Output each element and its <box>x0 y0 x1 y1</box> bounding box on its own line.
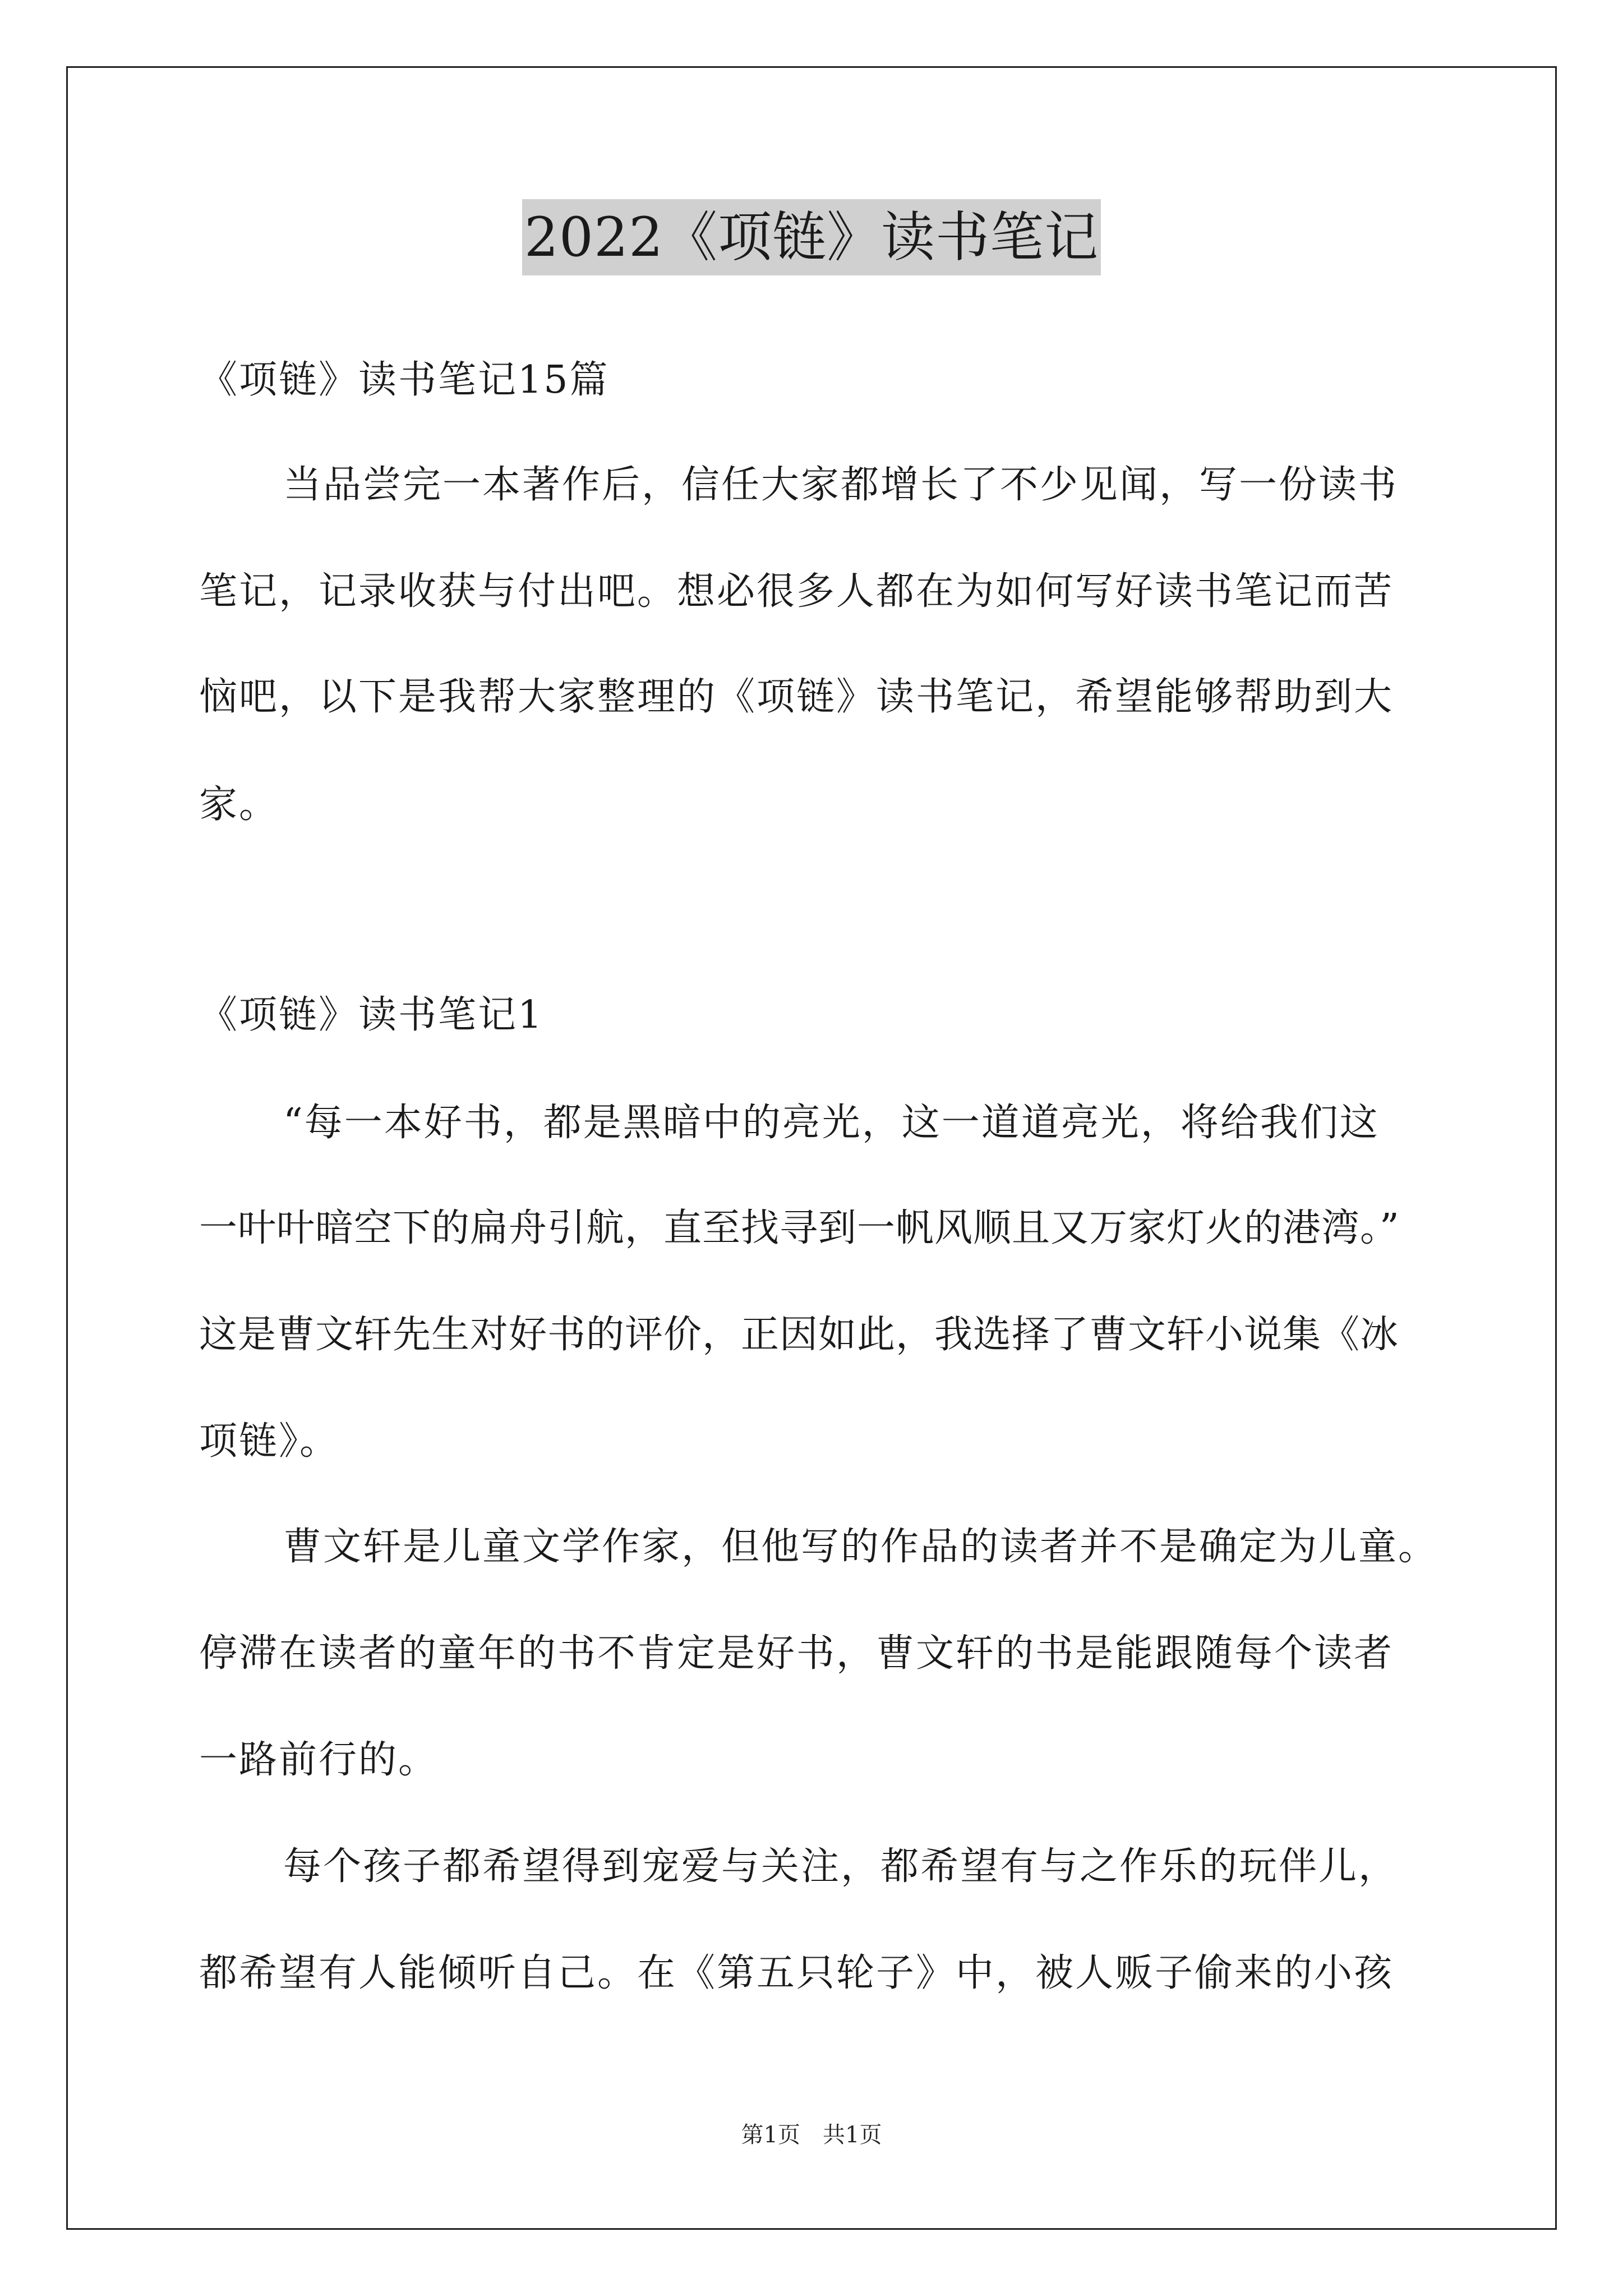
paragraph-line: 每个孩子都希望得到宠爱与关注，都希望有与之作乐的玩伴儿， <box>283 1844 1399 1889</box>
paragraph-line: 恼吧，以下是我帮大家整理的《项链》读书笔记，希望能够帮助到大 <box>199 675 1394 719</box>
subtitle-line: 《项链》读书笔记15篇 <box>199 358 610 402</box>
page-number-footer: 第1页 共1页 <box>741 2122 882 2148</box>
paragraph-line: 这是曹文轩先生对好书的评价，正因如此，我选择了曹文轩小说集《冰 <box>199 1313 1399 1357</box>
paragraph-line: 一叶叶暗空下的扁舟引航，直至找寻到一帆风顺且又万家灯火的港湾。” <box>199 1206 1400 1250</box>
paragraph-line: 曹文轩是儿童文学作家，但他写的作品的读者并不是确定为儿童。 <box>283 1525 1438 1569</box>
paragraph-line: 项链》。 <box>199 1419 340 1464</box>
paragraph-line: 停滞在读者的童年的书不肯定是好书，曹文轩的书是能跟随每个读者 <box>199 1631 1394 1676</box>
paragraph-line: “每一本好书，都是黑暗中的亮光，这一道道亮光，将给我们这 <box>283 1101 1380 1145</box>
paragraph-line: 当品尝完一本著作后，信任大家都增长了不少见闻，写一份读书 <box>283 463 1399 507</box>
section-heading: 《项链》读书笔记1 <box>199 993 544 1037</box>
title-container <box>0 199 1623 275</box>
paragraph-line: 一路前行的。 <box>199 1738 439 1782</box>
paragraph-line: 笔记，记录收获与付出吧。想必很多人都在为如何写好读书笔记而苦 <box>199 569 1394 614</box>
paragraph-line: 家。 <box>199 783 279 827</box>
document-title: 2022《项链》读书笔记 <box>522 199 1101 275</box>
paragraph-line: 都希望有人能倾听自己。在《第五只轮子》中，被人贩子偷来的小孩 <box>199 1951 1394 1995</box>
